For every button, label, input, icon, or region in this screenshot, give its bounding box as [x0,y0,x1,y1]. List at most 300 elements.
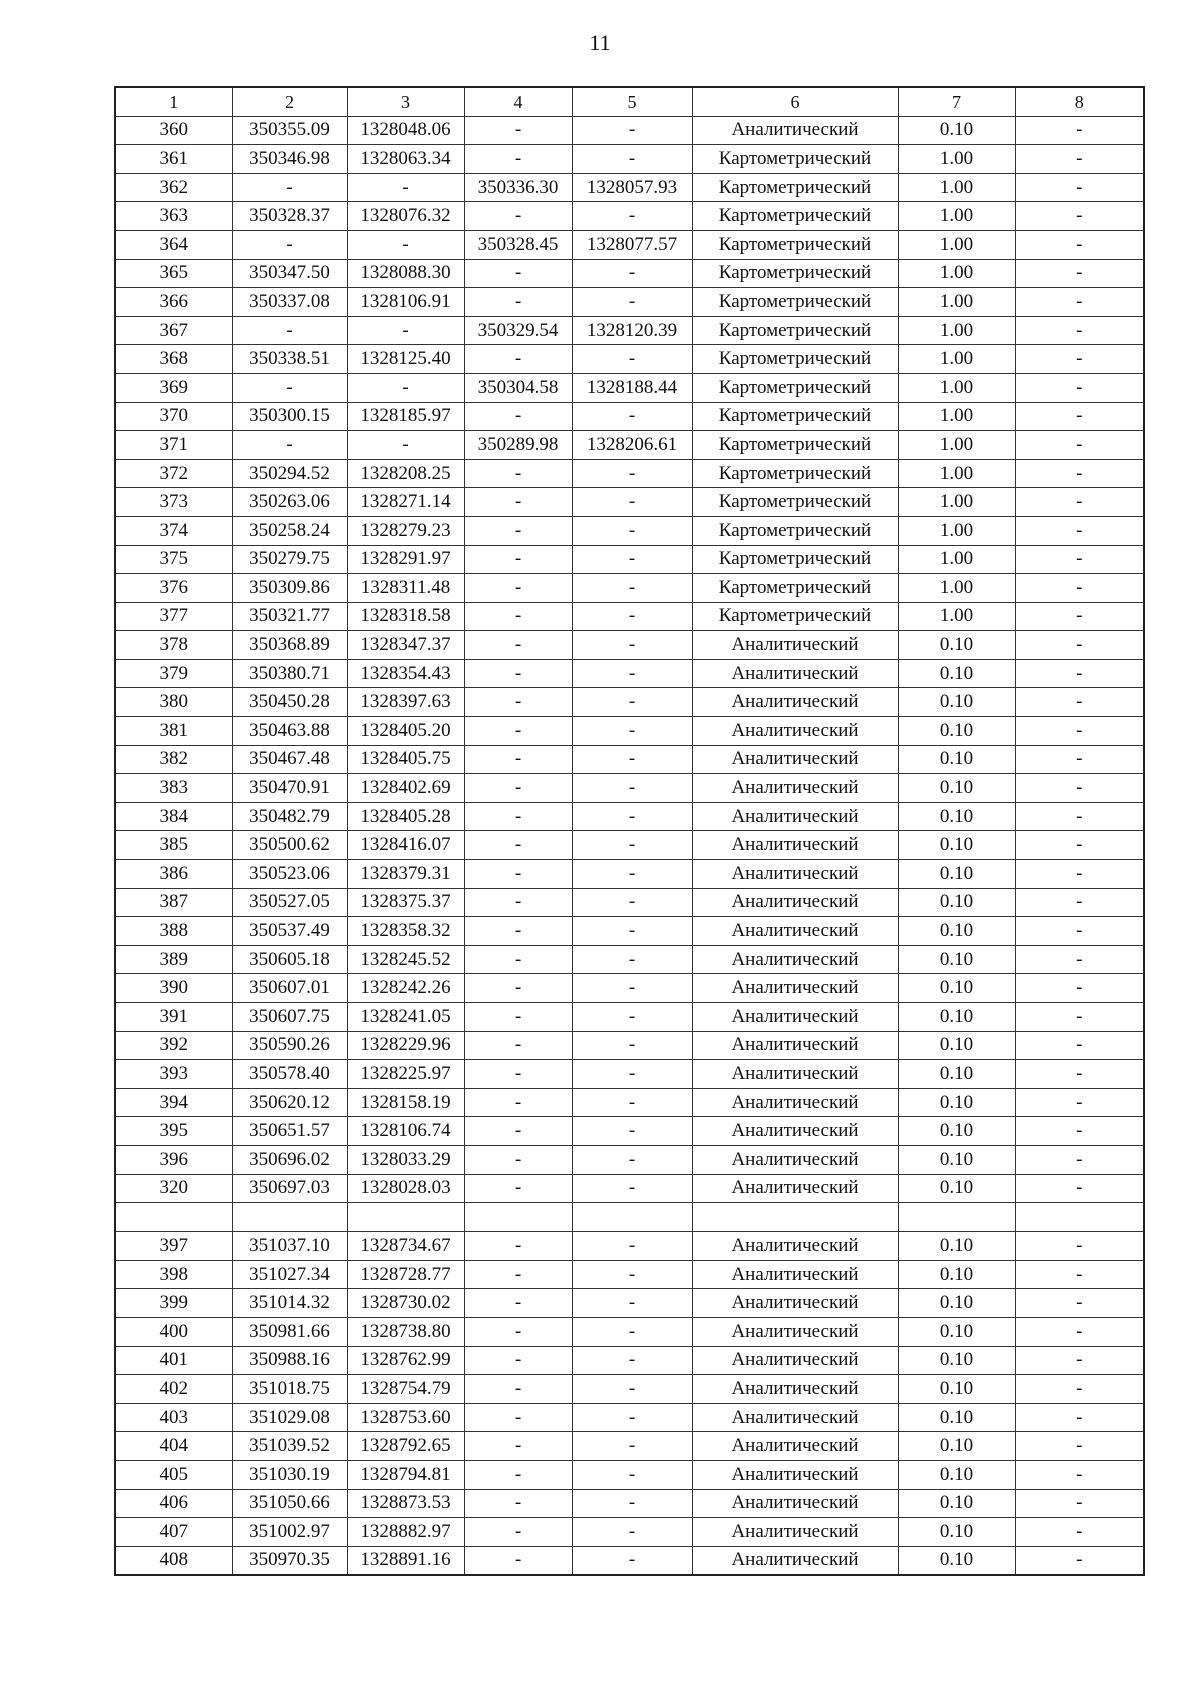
table-cell: 0.10 [898,1432,1015,1461]
table-cell: 387 [115,888,232,917]
table-cell: 1328125.40 [347,345,464,374]
table-cell: Аналитический [692,1432,898,1461]
table-cell: 369 [115,373,232,402]
table-row [115,1346,1144,1375]
table-cell: Картометрический [692,202,898,231]
table-row [115,917,1144,946]
table-cell: Аналитический [692,1460,898,1489]
table-cell: - [464,1403,572,1432]
table-cell: 397 [115,1232,232,1261]
table-cell: - [1015,1174,1144,1203]
table-cell: 350523.06 [232,860,347,889]
table-cell: 351037.10 [232,1232,347,1261]
table-cell: - [572,1489,692,1518]
table-row [115,631,1144,660]
table-cell: - [1015,1260,1144,1289]
table-cell: 1328405.20 [347,717,464,746]
table-cell: 1328347.37 [347,631,464,660]
table-cell: 351029.08 [232,1403,347,1432]
table-cell: - [1015,888,1144,917]
table-cell: - [232,316,347,345]
table-cell: Аналитический [692,631,898,660]
table-cell: - [572,1518,692,1547]
table-cell: 1328397.63 [347,688,464,717]
table-cell: 350279.75 [232,545,347,574]
table-cell: - [572,145,692,174]
table-cell: - [1015,1289,1144,1318]
table-cell: - [464,717,572,746]
table-cell: - [464,488,572,517]
table-row [115,402,1144,431]
table-cell: 351027.34 [232,1260,347,1289]
table-cell: 350981.66 [232,1317,347,1346]
table-cell: - [1015,860,1144,889]
table-cell: 0.10 [898,1117,1015,1146]
table-cell: - [572,631,692,660]
table-cell: Аналитический [692,1117,898,1146]
table-row [115,345,1144,374]
table-cell: - [572,259,692,288]
table-cell: 1328728.77 [347,1260,464,1289]
table-cell: 5 [572,87,692,116]
table-cell: 350368.89 [232,631,347,660]
table-row [115,1403,1144,1432]
table-row [115,1031,1144,1060]
table-cell: Аналитический [692,888,898,917]
table-cell: - [464,1174,572,1203]
table-cell: 381 [115,717,232,746]
table-cell: 350605.18 [232,945,347,974]
table-cell: - [572,831,692,860]
table-cell: - [572,1346,692,1375]
table-cell: 392 [115,1031,232,1060]
table-cell: - [572,288,692,317]
table-cell: - [1015,1060,1144,1089]
page-number: 11 [589,30,611,55]
table-cell: - [464,345,572,374]
table-row [115,860,1144,889]
table-cell: - [572,488,692,517]
table-cell: 408 [115,1546,232,1575]
table-cell: 350294.52 [232,459,347,488]
table-cell: 1328318.58 [347,602,464,631]
table-cell: 1.00 [898,402,1015,431]
table-cell: 1328271.14 [347,488,464,517]
table-cell: - [464,860,572,889]
table-cell: - [572,345,692,374]
table-cell: 384 [115,802,232,831]
table-row [115,230,1144,259]
table-cell: - [464,688,572,717]
table-cell: - [1015,1432,1144,1461]
table-cell: 6 [692,87,898,116]
table-cell: 364 [115,230,232,259]
table-cell: 7 [898,87,1015,116]
table-cell: - [572,745,692,774]
table-cell: 1328792.65 [347,1432,464,1461]
table-cell: - [1015,516,1144,545]
table-row [115,1317,1144,1346]
table-cell: Картометрический [692,173,898,202]
table-cell: - [572,802,692,831]
table-cell [898,1203,1015,1232]
table-cell: 1328405.28 [347,802,464,831]
table-separator-row [115,1203,1144,1232]
table-cell: 0.10 [898,1346,1015,1375]
table-cell: 1328033.29 [347,1145,464,1174]
table-cell: 1328245.52 [347,945,464,974]
table-cell: - [1015,1003,1144,1032]
table-cell: - [572,1117,692,1146]
table-cell: 351050.66 [232,1489,347,1518]
table-cell: 3 [347,87,464,116]
table-row [115,288,1144,317]
table-cell: - [572,574,692,603]
table-cell: Аналитический [692,1174,898,1203]
table-cell: 0.10 [898,717,1015,746]
table-cell: 1328106.91 [347,288,464,317]
table-cell: - [1015,602,1144,631]
table-cell: - [464,774,572,803]
table-row [115,974,1144,1003]
table-cell: 0.10 [898,745,1015,774]
table-cell: - [464,1489,572,1518]
table-cell: Картометрический [692,516,898,545]
table-cell: - [464,602,572,631]
table-row [115,688,1144,717]
table-cell: 370 [115,402,232,431]
table-cell: - [1015,230,1144,259]
table-cell: 1328208.25 [347,459,464,488]
table-cell: 1.00 [898,373,1015,402]
table-cell: 0.10 [898,917,1015,946]
table-cell: - [1015,545,1144,574]
table-cell: 372 [115,459,232,488]
table-row [115,545,1144,574]
table-cell: - [1015,1518,1144,1547]
table-cell: 1.00 [898,202,1015,231]
table-cell: - [1015,1460,1144,1489]
table-cell: 407 [115,1518,232,1547]
table-cell: - [1015,1546,1144,1575]
table-cell: Аналитический [692,1489,898,1518]
table-cell: 368 [115,345,232,374]
table-cell: 1328077.57 [572,230,692,259]
table-cell: 1.00 [898,145,1015,174]
table-cell: 0.10 [898,1260,1015,1289]
table-cell: - [464,974,572,1003]
table-cell: - [464,745,572,774]
table-cell: - [572,1403,692,1432]
table-cell: Картометрический [692,345,898,374]
table-cell: 400 [115,1317,232,1346]
table-cell: 1.00 [898,602,1015,631]
table-cell: 350620.12 [232,1088,347,1117]
table-cell: - [1015,345,1144,374]
table-cell: - [572,116,692,145]
table-row [115,1460,1144,1489]
table-cell: 1328402.69 [347,774,464,803]
table-cell: Картометрический [692,316,898,345]
table-cell: - [572,974,692,1003]
table-cell: - [464,1145,572,1174]
table-cell: 1328185.97 [347,402,464,431]
table-cell: 383 [115,774,232,803]
table-row [115,774,1144,803]
table-cell: 1.00 [898,431,1015,460]
table-cell: - [464,288,572,317]
table-cell: - [464,545,572,574]
table-cell: 1.00 [898,488,1015,517]
table-row [115,202,1144,231]
table-cell [572,1203,692,1232]
table-cell: 350467.48 [232,745,347,774]
table-row [115,459,1144,488]
table-cell: - [1015,402,1144,431]
table-cell: 350346.98 [232,145,347,174]
table-row [115,1232,1144,1261]
table-cell: 0.10 [898,802,1015,831]
table-cell: Картометрический [692,373,898,402]
table-cell: 8 [1015,87,1144,116]
table-cell: 366 [115,288,232,317]
table-cell: - [464,516,572,545]
table-cell: Аналитический [692,1260,898,1289]
table-cell: 0.10 [898,945,1015,974]
table-cell: - [464,574,572,603]
table-row [115,1518,1144,1547]
table-cell: 1328762.99 [347,1346,464,1375]
table-cell: Аналитический [692,1232,898,1261]
table-row [115,1060,1144,1089]
table-cell: 405 [115,1460,232,1489]
table-cell: 1.00 [898,459,1015,488]
table-cell: 1328242.26 [347,974,464,1003]
table-cell: 1.00 [898,345,1015,374]
table-cell: Аналитический [692,1031,898,1060]
table-cell: 350338.51 [232,345,347,374]
table-cell: 1328028.03 [347,1174,464,1203]
table-row [115,574,1144,603]
table-row [115,488,1144,517]
table-cell: 0.10 [898,631,1015,660]
table-cell: 402 [115,1375,232,1404]
table-cell: - [1015,145,1144,174]
table-cell: 378 [115,631,232,660]
table-cell: - [464,145,572,174]
table-cell: - [1015,659,1144,688]
table-cell: 389 [115,945,232,974]
table-cell: Картометрический [692,545,898,574]
table-cell: Аналитический [692,1346,898,1375]
table-cell: - [464,202,572,231]
table-cell: - [1015,745,1144,774]
table-cell: 1328076.32 [347,202,464,231]
table-row [115,1174,1144,1203]
table-cell: 404 [115,1432,232,1461]
table-cell: Аналитический [692,1546,898,1575]
table-cell: 403 [115,1403,232,1432]
table-cell: 0.10 [898,1489,1015,1518]
table-cell: 391 [115,1003,232,1032]
table-cell: 1.00 [898,230,1015,259]
table-cell: 1328188.44 [572,373,692,402]
table-cell: - [464,1260,572,1289]
table-cell: Картометрический [692,574,898,603]
table-cell: - [1015,688,1144,717]
table-cell: 396 [115,1145,232,1174]
table-cell: 2 [232,87,347,116]
table-cell: 0.10 [898,1317,1015,1346]
table-cell: - [572,860,692,889]
table-cell: 375 [115,545,232,574]
table-cell: 393 [115,1060,232,1089]
table-cell: - [464,917,572,946]
table-cell: 0.10 [898,774,1015,803]
table-body [115,87,1144,1575]
table-cell: - [347,316,464,345]
table-cell: Аналитический [692,802,898,831]
table-cell: 361 [115,145,232,174]
table-cell: 350607.01 [232,974,347,1003]
table-cell: 350321.77 [232,602,347,631]
table-cell: 350309.86 [232,574,347,603]
table-cell: 350537.49 [232,917,347,946]
table-cell: 380 [115,688,232,717]
table-cell: 350988.16 [232,1346,347,1375]
table-row [115,659,1144,688]
table-cell: 0.10 [898,1232,1015,1261]
table-row [115,316,1144,345]
table-cell: 350300.15 [232,402,347,431]
table-cell: 1328753.60 [347,1403,464,1432]
table-cell: - [1015,1489,1144,1518]
table-cell: - [572,917,692,946]
table-cell: 1328730.02 [347,1289,464,1318]
table-cell: - [464,1117,572,1146]
table-cell: 0.10 [898,1289,1015,1318]
table-cell: - [464,259,572,288]
table-cell: - [572,1260,692,1289]
table-cell: 1.00 [898,574,1015,603]
table-cell: - [1015,774,1144,803]
table-cell: Аналитический [692,1317,898,1346]
table-cell: - [1015,917,1144,946]
table-row [115,1375,1144,1404]
table-cell: 350463.88 [232,717,347,746]
table-cell: 0.10 [898,116,1015,145]
table-cell: - [572,688,692,717]
table-cell: - [572,602,692,631]
table-cell: Аналитический [692,116,898,145]
table-cell: 350337.08 [232,288,347,317]
table-cell: Картометрический [692,402,898,431]
table-cell: - [464,1346,572,1375]
table-cell: 350482.79 [232,802,347,831]
table-cell: 351018.75 [232,1375,347,1404]
table-cell: - [464,1003,572,1032]
table-cell: 350450.28 [232,688,347,717]
table-cell: Аналитический [692,974,898,1003]
table-row [115,145,1144,174]
table-cell: 1328354.43 [347,659,464,688]
table-cell [115,1203,232,1232]
table-cell: - [572,1375,692,1404]
table-cell: - [464,1289,572,1318]
table-cell: Картометрический [692,431,898,460]
table-cell: 367 [115,316,232,345]
table-cell: 0.10 [898,1031,1015,1060]
table-cell: 386 [115,860,232,889]
table-cell: - [572,659,692,688]
table-cell: Картометрический [692,488,898,517]
table-cell: - [572,516,692,545]
table-cell: 350328.37 [232,202,347,231]
table-cell: 1328891.16 [347,1546,464,1575]
table-cell: 379 [115,659,232,688]
table-cell: - [1015,316,1144,345]
table-row [115,1260,1144,1289]
table-cell: 350258.24 [232,516,347,545]
table-cell: - [464,802,572,831]
table-cell: 1328358.32 [347,917,464,946]
table-row [115,1088,1144,1117]
table-cell: - [572,888,692,917]
table-cell: - [1015,259,1144,288]
table-cell: - [464,831,572,860]
table-cell: - [1015,202,1144,231]
table-row [115,717,1144,746]
table-cell: 350500.62 [232,831,347,860]
table-cell: 350696.02 [232,1145,347,1174]
table-cell: 1328375.37 [347,888,464,917]
table-cell: - [1015,802,1144,831]
table-cell: 0.10 [898,688,1015,717]
table-cell: 1328291.97 [347,545,464,574]
table-cell: - [1015,116,1144,145]
table-cell: - [464,1031,572,1060]
table-cell: 0.10 [898,1174,1015,1203]
table-cell: - [572,1289,692,1318]
table-cell: 365 [115,259,232,288]
table-cell: - [572,774,692,803]
table-cell: - [572,717,692,746]
table-cell: 1.00 [898,516,1015,545]
table-cell: 350607.75 [232,1003,347,1032]
table-cell: 0.10 [898,1375,1015,1404]
table-cell: - [572,545,692,574]
table-cell: 0.10 [898,1145,1015,1174]
table-cell: - [572,1317,692,1346]
table-cell: Картометрический [692,230,898,259]
table-row [115,1117,1144,1146]
table-cell: 350304.58 [464,373,572,402]
table-cell: 350336.30 [464,173,572,202]
table-cell: - [347,173,464,202]
table-row [115,116,1144,145]
table-cell: 376 [115,574,232,603]
table-cell: Аналитический [692,1088,898,1117]
table-cell: - [464,1460,572,1489]
table-cell: 351002.97 [232,1518,347,1547]
table-cell: 350289.98 [464,431,572,460]
table-cell: - [464,945,572,974]
table-cell: 1328206.61 [572,431,692,460]
table-cell: 0.10 [898,1003,1015,1032]
table-cell: 1328734.67 [347,1232,464,1261]
table-cell: - [1015,974,1144,1003]
table-cell: - [232,173,347,202]
